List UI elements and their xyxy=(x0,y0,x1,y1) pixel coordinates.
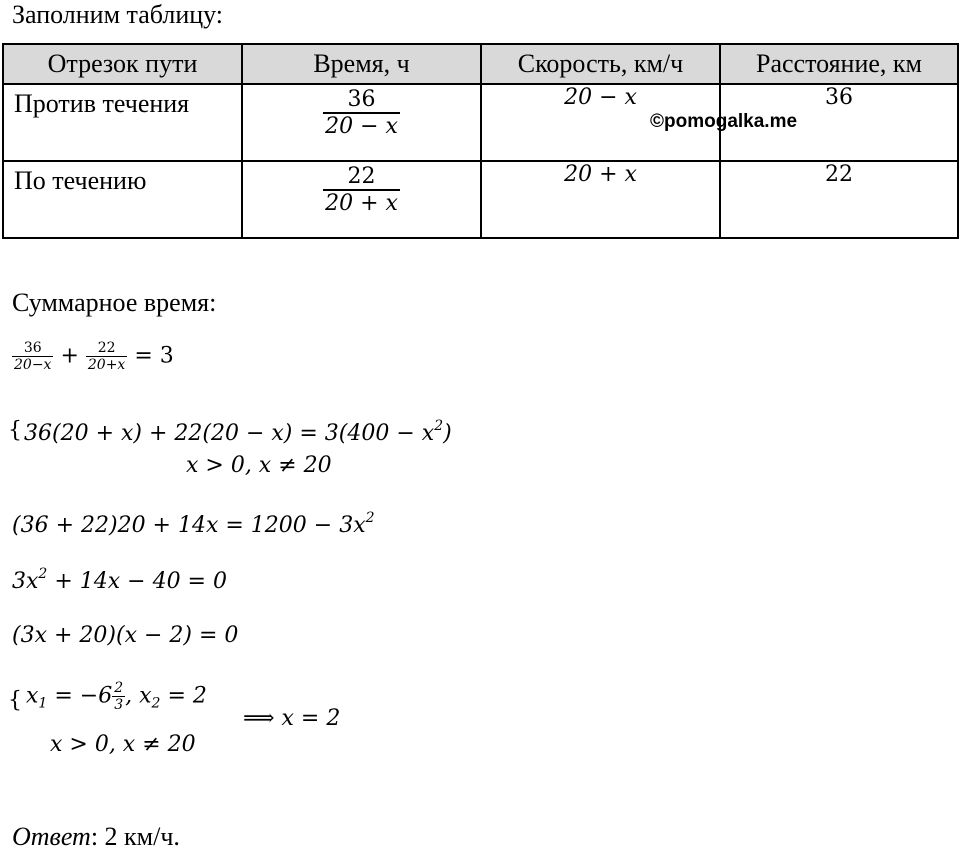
table-row xyxy=(3,161,958,238)
header-segment: Отрезок пути xyxy=(3,44,242,84)
intro-text: Заполним таблицу: xyxy=(12,0,224,29)
system2-line2: x > 0, x ≠ 20 xyxy=(50,732,196,757)
system2-line1: $x_1 = -6$ $\frac{2}{3}$ , $x_2 = 2$ xyxy=(26,680,207,713)
row-label-upstream: Против течения xyxy=(14,89,190,118)
system-brace-2: { xyxy=(8,688,22,713)
watermark-logo: ©pomogalka.me xyxy=(650,111,798,132)
speed-upstream: 20 − x xyxy=(481,84,720,161)
answer: Ответ: 2 км/ч. xyxy=(12,822,180,851)
table-row xyxy=(3,84,958,161)
header-speed: Скорость, км/ч xyxy=(481,44,720,84)
time-fraction-upstream: $\frac{36}{20 - x}$ xyxy=(325,87,398,139)
time-fraction-downstream: $\frac{22}{20 + x}$ xyxy=(325,164,398,216)
data-table xyxy=(2,43,959,239)
header-distance: Расстояние, км xyxy=(720,44,958,84)
mixed-fraction: $\frac{2}{3}$ xyxy=(114,680,124,713)
equation-4: (3x + 20)(x − 2) = 0 xyxy=(12,623,239,648)
row-label-downstream: По течению xyxy=(14,166,147,195)
system1-line1: $36(20 + x) + 22(20 - x) = 3(400 - x^2)$ xyxy=(24,418,452,446)
speed-downstream: 20 + x xyxy=(481,161,720,238)
distance-upstream: 36 xyxy=(720,84,958,161)
system-brace-1: { xyxy=(8,418,22,443)
system2-implies: ⟹ x = 2 xyxy=(243,706,341,731)
equation-fractions: $\frac{36}{20-x}$ + $\frac{22}{20+x}$ = 3 xyxy=(14,340,174,373)
total-time-label: Суммарное время: xyxy=(12,288,217,317)
table-header-row xyxy=(3,44,958,84)
system1-line2: x > 0, x ≠ 20 xyxy=(186,453,332,478)
header-time: Время, ч xyxy=(242,44,481,84)
equation-2: $(36 + 22)20 + 14x = 1200 - 3x^2$ xyxy=(12,510,375,538)
distance-downstream: 22 xyxy=(720,161,958,238)
equation-3: $3x^2 + 14x - 40 = 0$ xyxy=(12,566,227,594)
